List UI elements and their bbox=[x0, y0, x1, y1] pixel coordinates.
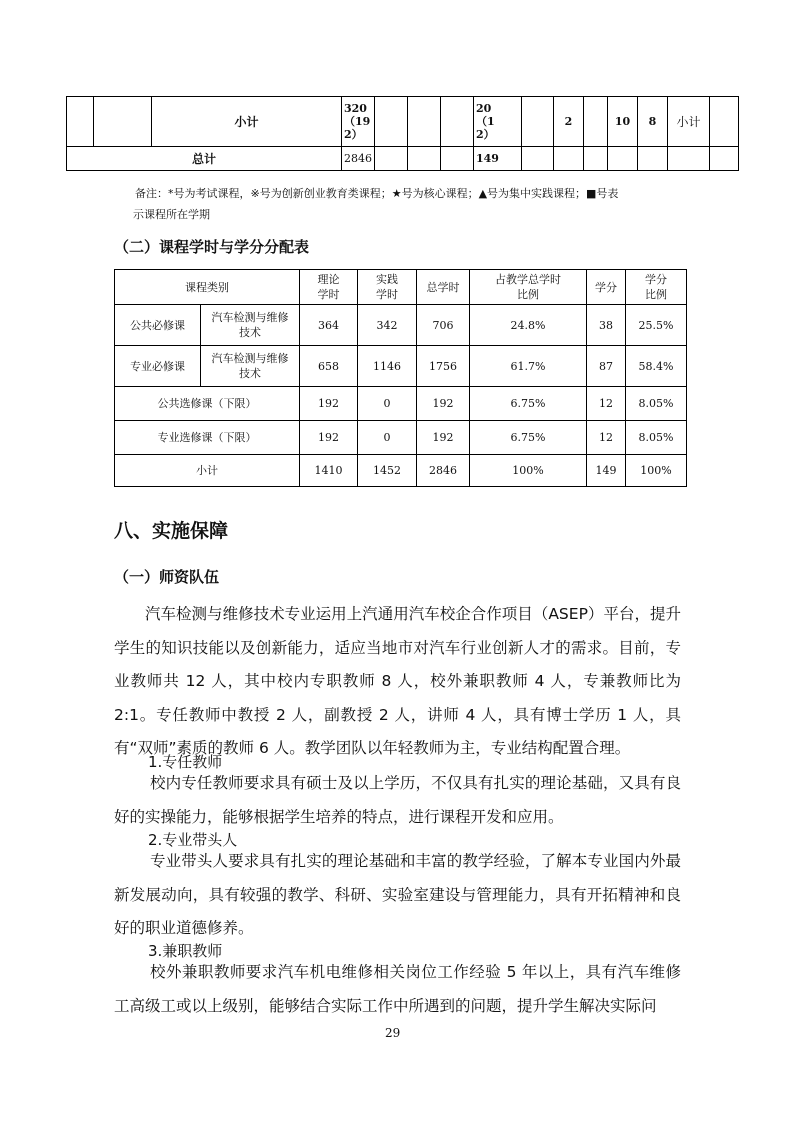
header-row bbox=[115, 270, 687, 305]
row-practice: 0 bbox=[358, 421, 417, 455]
subheading-full-time: 1.专任教师 bbox=[148, 753, 223, 771]
table-cell bbox=[608, 147, 638, 171]
header-practice-hours bbox=[358, 270, 417, 305]
row-credits: 149 bbox=[587, 455, 626, 487]
subtotal-col-b: 10 bbox=[608, 97, 638, 147]
major-text: 技术 bbox=[239, 367, 261, 380]
table-cell bbox=[638, 147, 668, 171]
table-cell bbox=[710, 147, 739, 171]
row-theory: 1410 bbox=[300, 455, 358, 487]
credits-line: 2） bbox=[476, 128, 495, 141]
part-time-paragraph: 校外兼职教师要求汽车机电维修相关岗位工作经验 5 年以上，具有汽车维修工高级工或以上级别，能够结合实际工作中所遇到的问题，提升学生解决实际问 bbox=[114, 963, 681, 1015]
row-credit-ratio: 8.05% bbox=[626, 387, 687, 421]
row-credit-ratio: 8.05% bbox=[626, 421, 687, 455]
row-practice: 1452 bbox=[358, 455, 417, 487]
table-cell bbox=[441, 97, 474, 147]
subtotal-label: 小计 bbox=[152, 97, 342, 147]
row-total: 192 bbox=[417, 421, 470, 455]
table-cell bbox=[522, 147, 554, 171]
header-text: 学时 bbox=[317, 288, 340, 301]
subheading-part-time: 3.兼职教师 bbox=[148, 942, 223, 960]
chapter-title: 八、实施保障 bbox=[114, 520, 229, 542]
header-hours-ratio bbox=[470, 270, 587, 305]
table-row bbox=[115, 346, 687, 387]
total-hours: 2846 bbox=[342, 147, 375, 171]
table-cell bbox=[584, 97, 608, 147]
page-number: 29 bbox=[385, 1026, 401, 1040]
table-cell bbox=[375, 97, 408, 147]
row-theory: 192 bbox=[300, 387, 358, 421]
row-practice: 0 bbox=[358, 387, 417, 421]
full-time-paragraph: 校内专任教师要求具有硕士及以上学历，不仅具有扎实的理论基础，又具有良好的实操能力，能够根据学生培养的特点，进行课程开发和应用。 bbox=[114, 774, 681, 826]
row-category: 小计 bbox=[115, 455, 300, 487]
row-major bbox=[201, 346, 300, 387]
row-ratio: 6.75% bbox=[470, 387, 587, 421]
row-category: 公共选修课（下限） bbox=[115, 387, 300, 421]
row-practice: 342 bbox=[358, 305, 417, 346]
row-credits: 12 bbox=[587, 387, 626, 421]
hours-line: （19 bbox=[344, 115, 371, 128]
subheading-leader: 2.专业带头人 bbox=[148, 831, 238, 849]
header-credits: 学分 bbox=[587, 270, 626, 305]
row-theory: 192 bbox=[300, 421, 358, 455]
subtotal-note: 小计 bbox=[668, 97, 710, 147]
row-credit-ratio: 100% bbox=[626, 455, 687, 487]
header-category: 课程类别 bbox=[115, 270, 300, 305]
row-total: 706 bbox=[417, 305, 470, 346]
header-text: 学时 bbox=[376, 288, 398, 301]
total-row bbox=[67, 147, 739, 171]
header-text: 占教学总学时 bbox=[495, 273, 561, 286]
major-text: 汽车检测与维修 bbox=[211, 352, 289, 365]
leader-paragraph: 专业带头人要求具有扎实的理论基础和丰富的教学经验，了解本专业国内外最新发展动向，具有较强的教学、科研、实验室建设与管理能力，具有开拓精神和良好的职业道德修养。 bbox=[114, 852, 681, 937]
row-major bbox=[201, 305, 300, 346]
section-title-teachers: （一）师资队伍 bbox=[114, 568, 220, 586]
section-title-alloc: （二）课程学时与学分分配表 bbox=[114, 238, 310, 256]
credit-hours-allocation-table bbox=[114, 269, 687, 487]
row-theory: 364 bbox=[300, 305, 358, 346]
header-text: 实践 bbox=[376, 273, 398, 286]
subtotal-hours bbox=[342, 97, 375, 147]
notes-line: 备注：*号为考试课程，※号为创新创业教育类课程；★号为核心课程；▲号为集中实践课程；■号表 bbox=[135, 187, 619, 200]
header-text: 比例 bbox=[645, 288, 667, 301]
subtotal-credits bbox=[474, 97, 522, 147]
header-text: 比例 bbox=[517, 288, 539, 301]
hours-line: 2） bbox=[344, 128, 363, 141]
credits-line: （1 bbox=[476, 115, 495, 128]
notes-line: 示课程所在学期 bbox=[133, 208, 210, 221]
row-credit-ratio: 25.5% bbox=[626, 305, 687, 346]
row-credits: 12 bbox=[587, 421, 626, 455]
header-credit-ratio bbox=[626, 270, 687, 305]
row-category: 公共必修课 bbox=[115, 305, 201, 346]
row-credits: 87 bbox=[587, 346, 626, 387]
header-text: 理论 bbox=[317, 273, 340, 286]
credits-line: 20 bbox=[476, 102, 492, 115]
row-ratio: 24.8% bbox=[470, 305, 587, 346]
curriculum-table-continued bbox=[66, 96, 739, 171]
row-category: 专业选修课（下限） bbox=[115, 421, 300, 455]
table-cell bbox=[94, 97, 152, 147]
table-notes bbox=[135, 183, 695, 225]
subtotal-col-c: 8 bbox=[638, 97, 668, 147]
major-text: 技术 bbox=[239, 326, 261, 339]
row-total: 2846 bbox=[417, 455, 470, 487]
row-category: 专业必修课 bbox=[115, 346, 201, 387]
row-credit-ratio: 58.4% bbox=[626, 346, 687, 387]
intro-paragraph: 汽车检测与维修技术专业运用上汽通用汽车校企合作项目（ASEP）平台，提升学生的知识技能以及创新能力，适应当地市对汽车行业创新人才的需求。目前，专业教师共 12 人，其中校内专职教师 8 人，校外兼职教师 4 人，专兼教师比为 2:1。专任教师中教授 2 人，副教授 2 人，讲师 4 人，具有博士学历 1 人，具有“双师”素质的教师 6 人。教学团队以年轻教师为主，专业结构配置合理。 bbox=[114, 605, 681, 757]
row-total: 1756 bbox=[417, 346, 470, 387]
row-credits: 38 bbox=[587, 305, 626, 346]
total-label: 总计 bbox=[67, 147, 342, 171]
header-theory-hours bbox=[300, 270, 358, 305]
table-cell bbox=[408, 147, 441, 171]
table-cell bbox=[408, 97, 441, 147]
header-total-hours: 总学时 bbox=[417, 270, 470, 305]
row-ratio: 6.75% bbox=[470, 421, 587, 455]
table-row bbox=[115, 421, 687, 455]
hours-line: 320 bbox=[344, 102, 367, 115]
major-text: 汽车检测与维修 bbox=[211, 311, 289, 324]
subtotal-row bbox=[67, 97, 739, 147]
table-cell bbox=[441, 147, 474, 171]
table-cell bbox=[710, 97, 739, 147]
total-credits: 149 bbox=[474, 147, 522, 171]
table-cell bbox=[668, 147, 710, 171]
table-row bbox=[115, 455, 687, 487]
row-theory: 658 bbox=[300, 346, 358, 387]
table-cell bbox=[67, 97, 94, 147]
row-practice: 1146 bbox=[358, 346, 417, 387]
table-cell bbox=[375, 147, 408, 171]
table-cell bbox=[554, 147, 584, 171]
header-text: 学分 bbox=[645, 273, 667, 286]
subtotal-col-a: 2 bbox=[554, 97, 584, 147]
row-ratio: 61.7% bbox=[470, 346, 587, 387]
table-cell bbox=[584, 147, 608, 171]
row-total: 192 bbox=[417, 387, 470, 421]
table-cell bbox=[522, 97, 554, 147]
row-ratio: 100% bbox=[470, 455, 587, 487]
table-row bbox=[115, 387, 687, 421]
table-row bbox=[115, 305, 687, 346]
